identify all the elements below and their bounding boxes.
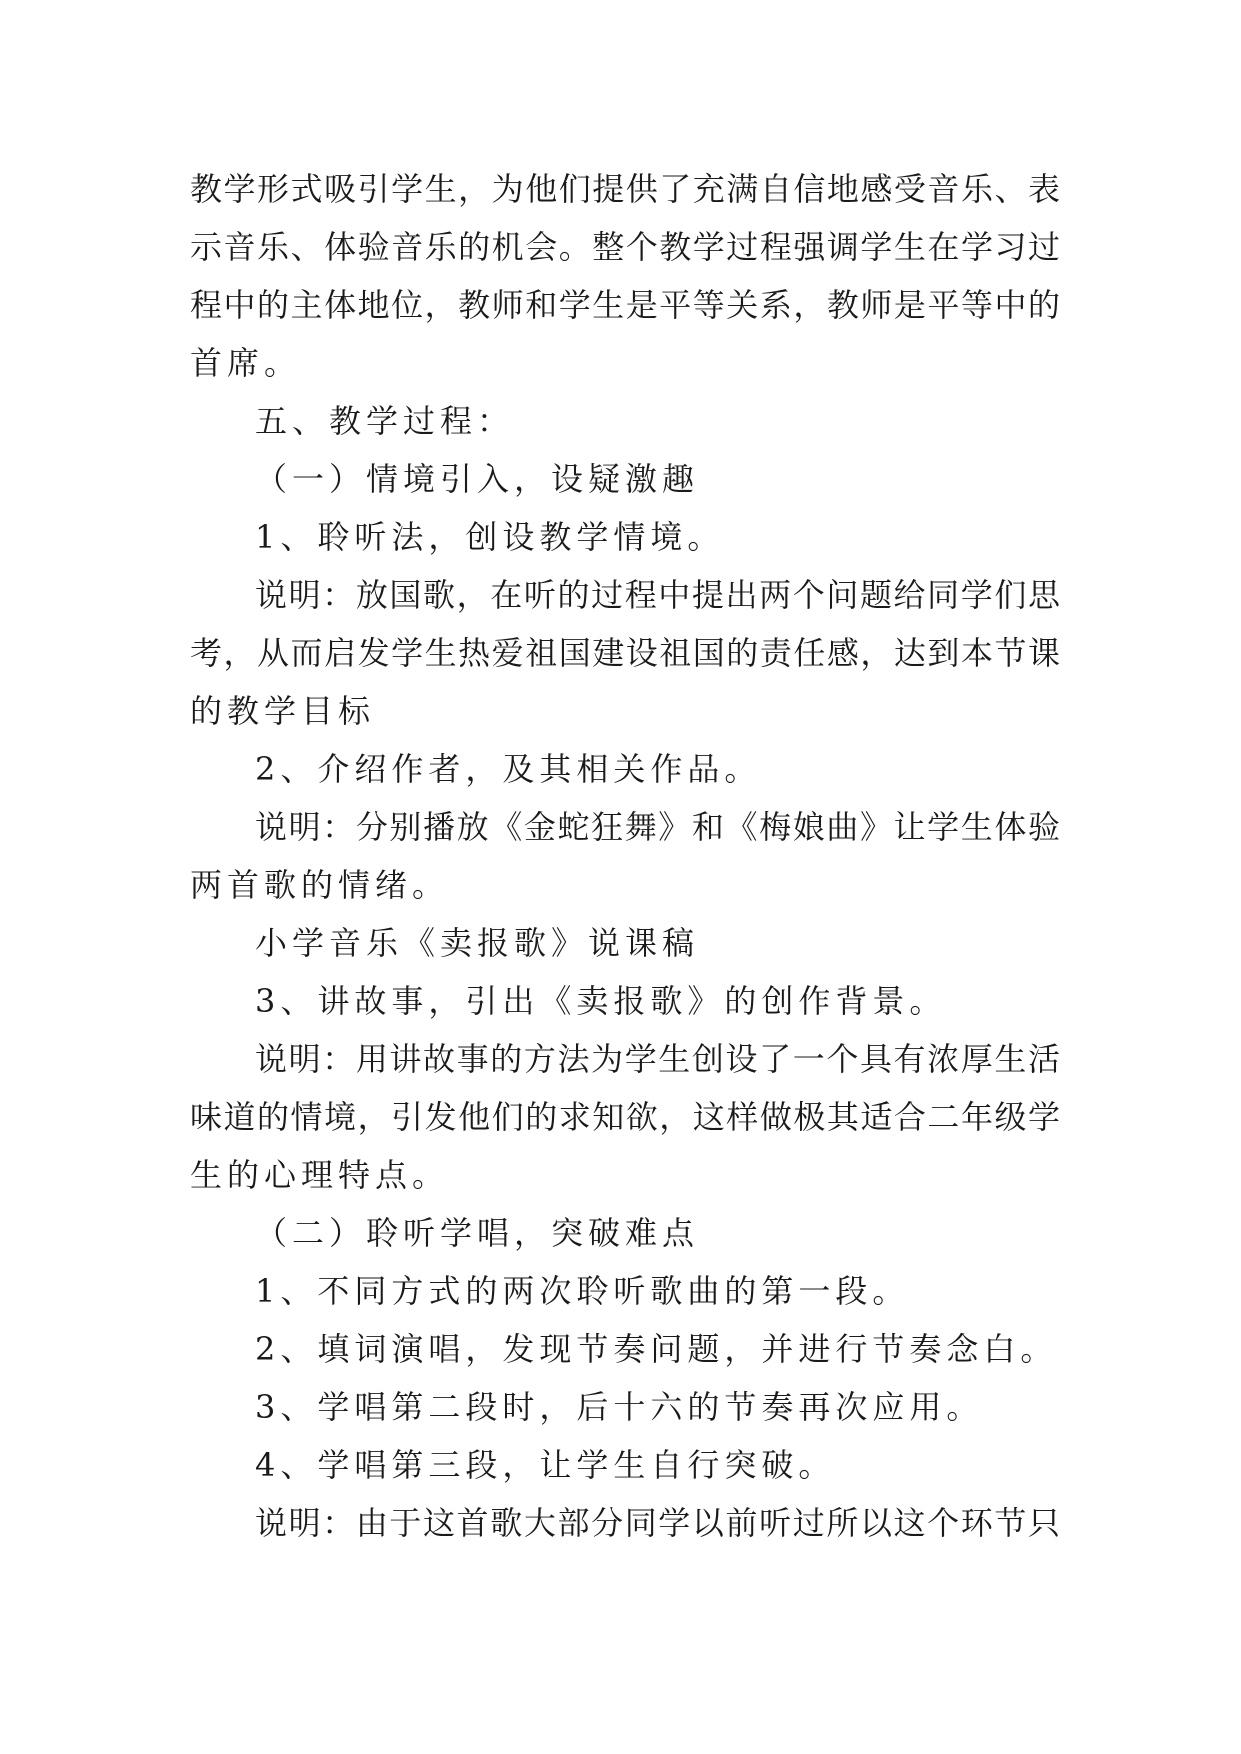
text-line: 说明：用讲故事的方法为学生创设了一个具有浓厚生活 — [255, 1040, 1060, 1078]
text-line: 2、填词演唱，发现节奏问题，并进行节奏念白。 — [255, 1330, 1058, 1368]
text-line: 说明：放国歌，在听的过程中提出两个问题给同学们思 — [255, 576, 1060, 614]
document-body — [190, 160, 1060, 1552]
text-line: 生的心理特点。 — [190, 1156, 450, 1194]
text-line: 考，从而启发学生热爱祖国建设祖国的责任感，达到本节课 — [190, 634, 1060, 672]
text-line: 3、学唱第二段时，后十六的节奏再次应用。 — [255, 1388, 984, 1426]
text-line: 3、讲故事，引出《卖报歌》的创作背景。 — [255, 982, 947, 1020]
text-line: 程中的主体地位，教师和学生是平等关系，教师是平等中的 — [190, 286, 1060, 324]
text-line: 小学音乐《卖报歌》说课稿 — [255, 924, 700, 962]
text-line: 说明：由于这首歌大部分同学以前听过所以这个环节只 — [255, 1504, 1060, 1542]
text-line: 2、介绍作者，及其相关作品。 — [255, 750, 762, 788]
text-line: 4、学唱第三段，让学生自行突破。 — [255, 1446, 836, 1484]
text-line: 1、不同方式的两次聆听歌曲的第一段。 — [255, 1272, 910, 1310]
text-line: 首席。 — [190, 344, 302, 382]
text-line: 两首歌的情绪。 — [190, 866, 450, 904]
text-line: 示音乐、体验音乐的机会。整个教学过程强调学生在学习过 — [190, 228, 1060, 266]
text-line: 味道的情境，引发他们的求知欲，这样做极其适合二年级学 — [190, 1098, 1060, 1136]
subsection-heading: （二）聆听学唱，突破难点 — [255, 1214, 700, 1252]
text-line: 的教学目标 — [190, 692, 376, 730]
text-line: 1、聆听法，创设教学情境。 — [255, 518, 725, 556]
text-line: 说明：分别播放《金蛇狂舞》和《梅娘曲》让学生体验 — [255, 808, 1060, 846]
text-line: 教学形式吸引学生，为他们提供了充满自信地感受音乐、表 — [190, 170, 1060, 208]
subsection-heading: （一）情境引入，设疑激趣 — [255, 460, 700, 498]
section-heading: 五、教学过程： — [255, 402, 515, 440]
